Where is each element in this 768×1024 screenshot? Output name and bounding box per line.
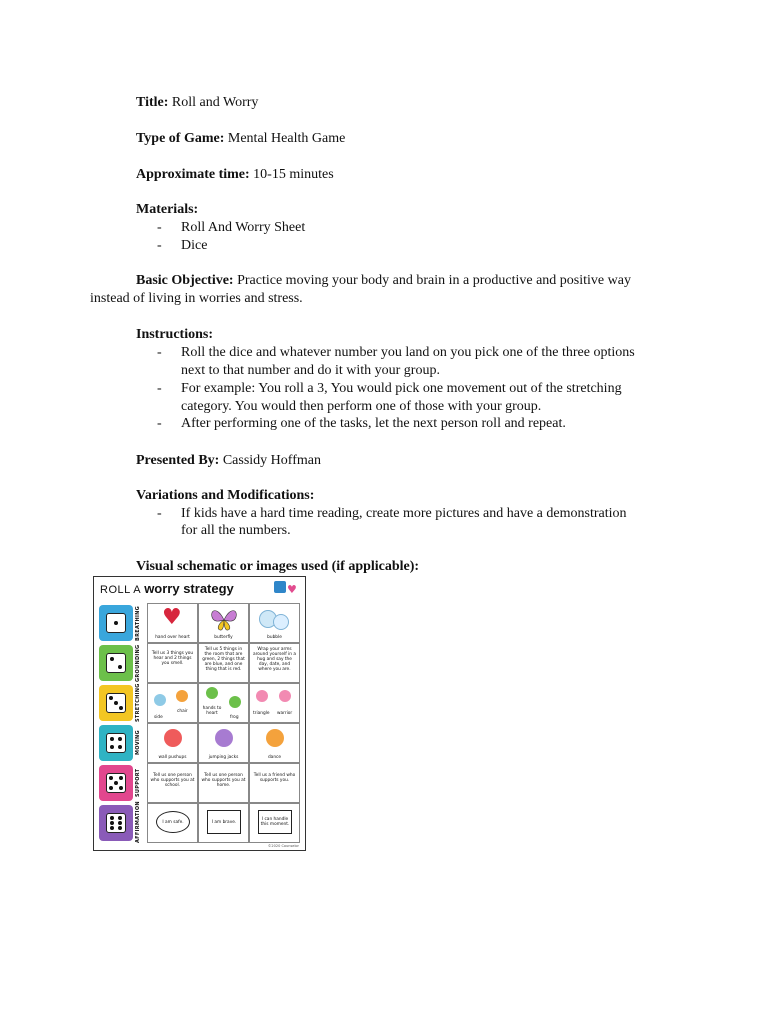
strategy-cell: [249, 803, 300, 843]
objective-label: Basic Objective:: [136, 273, 234, 288]
instructions-heading: [136, 326, 213, 344]
cell-caption: butterfly: [214, 635, 233, 640]
moving-figure-icon: [266, 729, 284, 747]
die-box: [99, 645, 133, 681]
strategy-cell: [147, 723, 198, 763]
type-label: Type of Game:: [136, 131, 225, 146]
die-box: [99, 605, 133, 641]
strategy-cell: [198, 803, 249, 843]
time-label: Approximate time:: [136, 167, 250, 182]
category-label: STRETCHING: [135, 683, 141, 723]
strategy-cell: [249, 723, 300, 763]
strategy-cell: [249, 603, 300, 643]
moving-figure-icon: [215, 729, 233, 747]
moving-figure-icon: [164, 729, 182, 747]
strategy-cell: [198, 723, 249, 763]
stretch-figure-icon: [229, 696, 241, 708]
die-box: [99, 725, 133, 761]
time-line: [136, 166, 334, 184]
cell-caption: dance: [267, 755, 282, 760]
cell-caption: hand over heart: [155, 635, 190, 640]
instruction-line: next to that number and do it with your group.: [181, 363, 440, 378]
stretch-figure-icon: [279, 690, 291, 702]
type-value: Mental Health Game: [227, 131, 346, 146]
cell-caption: triangle: [253, 711, 270, 716]
cell-text: Wrap your arms around yourself in a hug and say the day, date, and where you are.: [252, 647, 296, 672]
visual-heading: [136, 558, 419, 576]
cell-text: Tell us 5 things in the room that are green, 2 things that are blue, and one thing that is red.: [202, 647, 245, 672]
copyright: ©2020 Counselor: [267, 844, 299, 848]
strategy-cell: [147, 803, 198, 843]
strategy-row: [99, 803, 301, 843]
die-five-icon: [106, 773, 126, 793]
sheet-title-worry: worry strategy: [144, 581, 234, 596]
die-box: [99, 765, 133, 801]
strategy-cell: [198, 603, 249, 643]
worry-strategy-sheet: [93, 576, 306, 851]
cell-caption: jumping jacks: [208, 755, 239, 760]
die-box: [99, 805, 133, 841]
strategy-row: [99, 683, 301, 723]
stretch-figure-icon: [176, 690, 188, 702]
title-value: Roll and Worry: [171, 95, 259, 110]
category-label: GROUNDING: [135, 644, 141, 682]
bullet-marker: -: [157, 345, 162, 360]
speech-bubble-icon: I am safe.: [156, 811, 190, 833]
visual-label: Visual schematic or images used (if applicable):: [136, 559, 420, 574]
die-one-icon: [106, 613, 126, 633]
instruction-line: For example: You roll a 3, You would pick one movement out of the stretching: [181, 381, 622, 396]
title-line: [136, 94, 258, 112]
material-item: Roll And Worry Sheet: [181, 220, 306, 235]
bullet-marker: -: [157, 238, 162, 253]
variation-line: If kids have a hard time reading, create more pictures and have a demonstration: [181, 506, 627, 521]
sheet-title-roll: ROLL A: [100, 584, 142, 596]
stretch-figure-icon: [206, 687, 218, 699]
presenter-value: Cassidy Hoffman: [222, 453, 321, 468]
objective-line: [136, 272, 631, 290]
variation-line: for all the numbers.: [181, 523, 291, 538]
die-four-icon: [106, 733, 126, 753]
strategy-row: [99, 643, 301, 683]
cell-text: Tell us 3 things you hear and 2 things you smell.: [151, 651, 194, 666]
type-line: [136, 130, 345, 148]
materials-label: Materials:: [136, 202, 199, 217]
strategy-cell: [147, 643, 198, 683]
category-label: SUPPORT: [135, 768, 141, 798]
cell-caption: warrior: [277, 711, 293, 716]
strategy-cell: [198, 683, 249, 723]
cell-text: Tell us one person who supports you at home.: [201, 773, 246, 788]
cell-caption: bubble: [267, 635, 282, 640]
sheet-title: [100, 581, 234, 596]
cell-caption: hands to heart: [202, 706, 222, 716]
butterfly-icon: [210, 607, 238, 633]
strategy-row: [99, 763, 301, 803]
stretch-figure-icon: [154, 694, 166, 706]
instructions-label: Instructions:: [136, 327, 214, 342]
cell-caption: side: [154, 715, 163, 720]
category-label: AFFIRMATION: [135, 801, 141, 843]
objective-text-2: instead of living in worries and stress.: [90, 291, 303, 306]
strategy-cell: [147, 683, 198, 723]
cell-text: Tell us a friend who supports you.: [253, 773, 296, 783]
cell-caption: chair: [177, 709, 188, 714]
speech-bubble-icon: I can handle this moment.: [258, 810, 292, 834]
bullet-marker: -: [157, 381, 162, 396]
speech-bubble-icon: I am brave.: [207, 810, 241, 834]
strategy-row: [99, 723, 301, 763]
instruction-line: category. You would then perform one of those with your group.: [181, 399, 542, 414]
strategy-cell: [147, 763, 198, 803]
strategy-cell: [249, 683, 300, 723]
presenter-line: [136, 452, 321, 470]
strategy-cell: [249, 643, 300, 683]
cell-caption: frog: [230, 715, 239, 720]
bullet-marker: -: [157, 220, 162, 235]
die-six-icon: [106, 813, 126, 833]
bullet-marker: -: [157, 506, 162, 521]
variations-heading: [136, 487, 314, 505]
die-box: [99, 685, 133, 721]
die-two-icon: [106, 653, 126, 673]
time-value: 10-15 minutes: [253, 167, 334, 182]
cell-text: Tell us one person who supports you at school.: [150, 773, 195, 788]
strategy-cell: [198, 763, 249, 803]
instruction-line: Roll the dice and whatever number you land on you pick one of the three options: [181, 345, 635, 360]
stretch-figure-icon: [256, 690, 268, 702]
bullet-marker: -: [157, 416, 162, 431]
objective-text-1: Practice moving your body and brain in a productive and positive way: [237, 273, 631, 288]
strategy-row: [99, 603, 301, 643]
heart-icon: ♥: [287, 583, 297, 596]
title-label: Title:: [136, 95, 169, 110]
strategy-cell: [249, 763, 300, 803]
category-label: BREATHING: [135, 605, 141, 641]
category-label: MOVING: [135, 730, 141, 756]
variations-label: Variations and Modifications:: [136, 488, 315, 503]
die-three-icon: [106, 693, 126, 713]
cell-caption: wall pushups: [158, 755, 187, 760]
materials-heading: [136, 201, 198, 219]
dice-icon: [274, 581, 286, 593]
heart-hand-icon: ♥: [162, 605, 182, 630]
bubble-icon: [273, 614, 289, 630]
strategy-cell: [147, 603, 198, 643]
instruction-line: After performing one of the tasks, let the next person roll and repeat.: [181, 416, 566, 431]
presenter-label: Presented By:: [136, 453, 220, 468]
material-item: Dice: [181, 238, 208, 253]
strategy-cell: [198, 643, 249, 683]
